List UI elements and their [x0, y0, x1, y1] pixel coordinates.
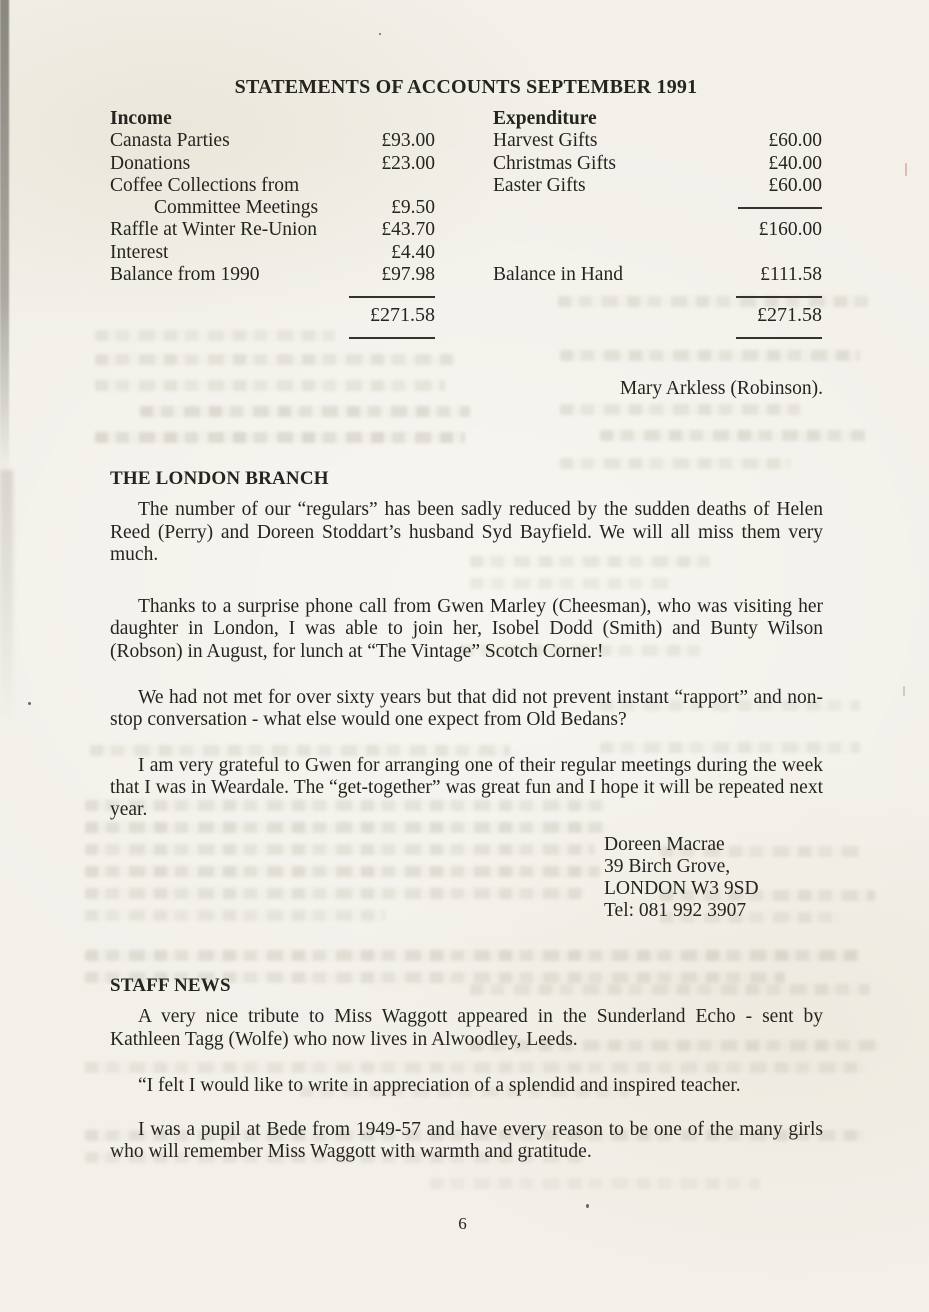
- page-number: 6: [458, 1214, 467, 1233]
- income-amount: £23.00: [381, 152, 435, 174]
- expenditure-amount: £60.00: [768, 130, 822, 152]
- total-rule: [349, 296, 435, 298]
- expenditure-amount: [730, 242, 822, 264]
- subtotal-rule: [738, 207, 822, 209]
- income-amount: £93.00: [381, 130, 435, 152]
- expenditure-subtotal: £160.00: [758, 219, 822, 241]
- expenditure-amount: £60.00: [768, 174, 822, 196]
- london-branch-paragraph: Thanks to a surprise phone call from Gwen Marley (Cheesman), who was visiting her daughter in London, I was able to join her, Isobel Dodd (Smith) and Bunty Wilson (Robson) in August, for lunch at “The Vintage” Scotch Corner!: [110, 596, 823, 662]
- scan-speck: [903, 686, 905, 696]
- scan-edge-shadow-faint: [0, 470, 13, 730]
- scan-edge-shadow: [0, 0, 9, 476]
- income-amount: £97.98: [381, 264, 435, 286]
- income-label: Canasta Parties: [110, 130, 230, 152]
- contact-address: [604, 834, 823, 923]
- total-rule: [736, 337, 822, 339]
- treasurer-signature: Mary Arkless (Robinson).: [619, 378, 823, 399]
- income-label: Donations: [110, 152, 191, 174]
- accounts-title: STATEMENTS OF ACCOUNTS SEPTEMBER 1991: [234, 76, 698, 98]
- london-branch-paragraph: The number of our “regulars” has been sadly reduced by the sudden deaths of Helen Reed (Perry) and Doreen Stoddart’s husband Syd Bayfield. We will all miss them very much.: [110, 499, 823, 565]
- expenditure-amount: £111.58: [760, 264, 822, 286]
- accounts-table: [110, 108, 822, 339]
- address-street: 39 Birch Grove,: [604, 855, 731, 877]
- income-total: £271.58: [370, 304, 435, 327]
- expenditure-row: [493, 130, 822, 152]
- expenditure-label: Harvest Gifts: [493, 130, 598, 152]
- staff-news-paragraph: A very nice tribute to Miss Waggott appeared in the Sunderland Echo - sent by Kathleen Tagg (Wolfe) who now lives in Alwoodley, Leeds.: [110, 1006, 823, 1050]
- income-total-block: [343, 296, 435, 338]
- total-rule: [349, 337, 435, 339]
- expenditure-column: [493, 108, 822, 339]
- income-row: [110, 153, 435, 175]
- scan-speck: [379, 33, 381, 35]
- staff-news-section: [110, 975, 823, 1164]
- expenditure-total: £271.58: [757, 304, 822, 327]
- income-label: Balance from 1990: [110, 264, 260, 286]
- income-row: [110, 264, 435, 286]
- expenditure-header: Expenditure: [493, 108, 597, 129]
- income-label: Committee Meetings: [154, 197, 319, 219]
- scan-speck: [586, 1204, 589, 1208]
- expenditure-label: Christmas Gifts: [493, 152, 616, 174]
- expenditure-subtotal-rule-row: [493, 197, 822, 219]
- expenditure-row: [493, 219, 822, 241]
- london-branch-paragraph: I am very grateful to Gwen for arranging one of their regular meetings during the week that I was in Weardale. The “get-together” was great fun and I hope it will be repeated next year.: [110, 754, 823, 821]
- expenditure-label: Balance in Hand: [493, 264, 623, 286]
- staff-news-paragraph: “I felt I would like to write in appreciation of a splendid and inspired teacher.: [138, 1074, 741, 1096]
- expenditure-row: [493, 242, 822, 264]
- income-row: [110, 219, 435, 241]
- income-label: Raffle at Winter Re-Union: [110, 219, 317, 241]
- london-branch-heading: THE LONDON BRANCH: [110, 468, 329, 489]
- income-row: [110, 197, 435, 219]
- staff-news-paragraph: I was a pupil at Bede from 1949-57 and have every reason to be one of the many girls who will remember Miss Waggott with warmth and gratitude.: [110, 1119, 823, 1163]
- expenditure-row: [493, 264, 822, 286]
- income-amount: £9.50: [391, 197, 435, 219]
- income-column: [110, 108, 435, 339]
- scan-speck: [905, 163, 907, 176]
- expenditure-label: [493, 219, 730, 241]
- total-rule: [736, 296, 822, 298]
- staff-news-heading: STAFF NEWS: [110, 975, 231, 996]
- income-label: Interest: [110, 241, 169, 263]
- expenditure-label: Easter Gifts: [493, 174, 586, 196]
- income-label: Coffee Collections from: [110, 174, 300, 196]
- scan-speck: [28, 702, 31, 705]
- expenditure-total-block: [730, 296, 822, 338]
- london-branch-section: [110, 468, 823, 923]
- expenditure-label: [493, 242, 730, 264]
- income-amount: £43.70: [381, 219, 435, 241]
- expenditure-row: [493, 175, 822, 197]
- expenditure-amount: £40.00: [768, 152, 822, 174]
- income-header: Income: [110, 108, 172, 129]
- income-row: [110, 175, 435, 197]
- income-row: [110, 130, 435, 152]
- expenditure-row: [493, 153, 822, 175]
- london-branch-paragraph: We had not met for over sixty years but that did not prevent instant “rapport” and non-stop conversation - what else would one expect from Old Bedans?: [110, 687, 823, 731]
- income-amount: [343, 175, 435, 197]
- address-name: Doreen Macrae: [604, 833, 725, 855]
- address-city: LONDON W3 9SD: [604, 878, 759, 900]
- income-amount: £4.40: [391, 241, 435, 263]
- income-row: [110, 242, 435, 264]
- address-phone: Tel: 081 992 3907: [604, 900, 747, 922]
